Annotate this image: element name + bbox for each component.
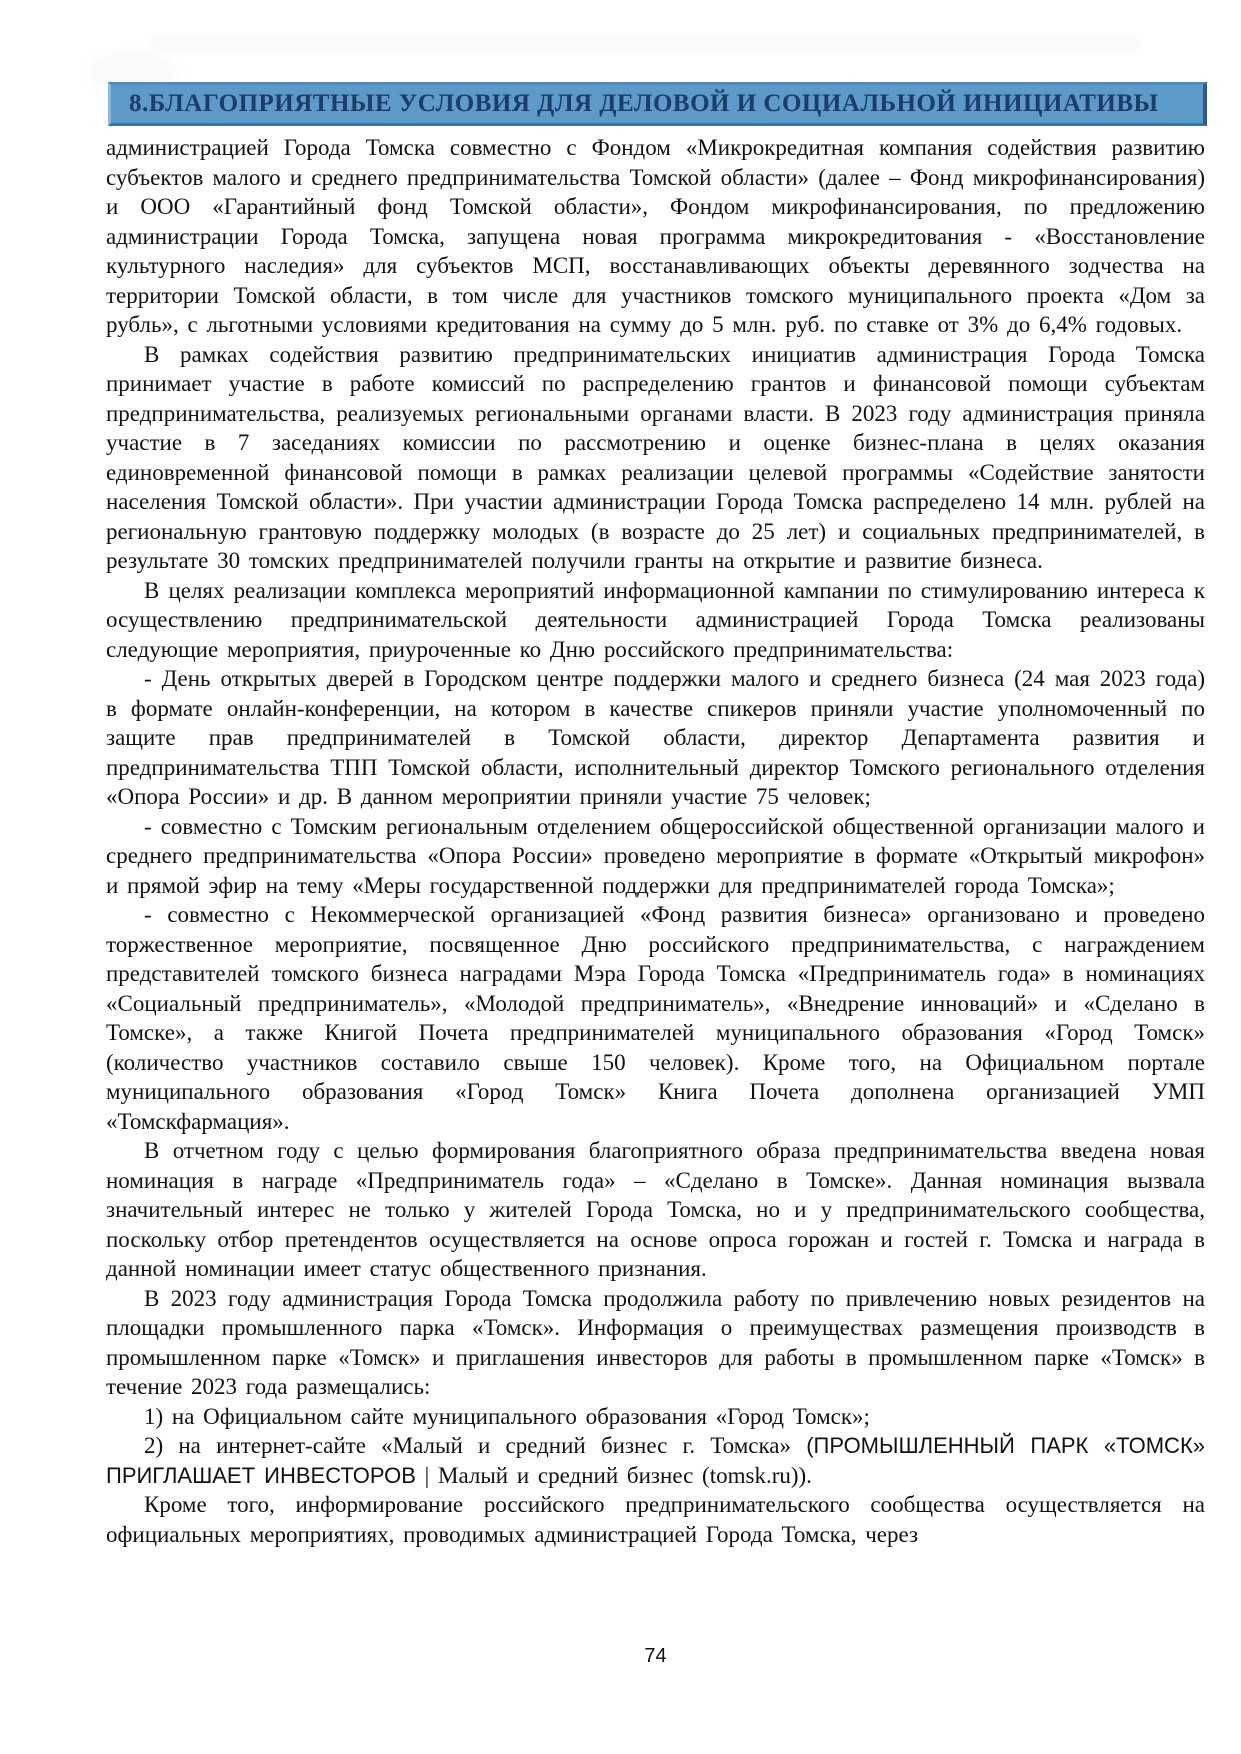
section-header-bar [108, 82, 1207, 126]
document-body [106, 133, 1205, 1549]
industrial-park-link-text: (ПРОМЫШЛЕННЫЙ ПАРК «ТОМСК» ПРИГЛАШАЕТ ИНВЕСТОРОВ [106, 1433, 1205, 1488]
list-item-2-text-tail: | Малый и средний бизнес (tomsk.ru)). [415, 1462, 812, 1488]
body-paragraph-5: - совместно с Томским региональным отделением общероссийской общественной организации малого и среднего предпринимательства «Опора России» проведено мероприятие в формате «Открытый микрофон» и прямой эфир на тему «Меры государственной поддержки для предпринимателей города Томска»; [106, 813, 1205, 898]
scan-artifact-band [150, 36, 1140, 52]
body-paragraph-4: - День открытых дверей в Городском центре поддержки малого и среднего бизнеса (24 мая 2023 года) в формате онлайн-конференции, на котором в качестве спикеров приняли участие уполномоченный по защите прав предпринимателей в Томской области, директор Департамента развития и предпринимательства ТПП Томской области, исполнительный директор Томского регионального отделения «Опора России» и др. В данном мероприятии приняли участие 75 человек; [106, 666, 1205, 809]
body-paragraph-7: В отчетном году с целью формирования благоприятного образа предпринимательства введена новая номинация в награде «Предприниматель года» – «Сделано в Томске». Данная номинация вызвала значительный интерес не только у жителей Города Томска, но и у предпринимательского сообщества, поскольку отбор претендентов осуществляется на основе опроса горожан и гостей г. Томска и награда в данной номинации имеет статус общественного признания. [106, 1138, 1205, 1281]
body-paragraph-8: В 2023 году администрация Города Томска продолжила работу по привлечению новых резидентов на площадки промышленного парка «Томск». Информация о преимуществах размещения производств в промышленном парке «Томск» и приглашения инвесторов для работы в промышленном парке «Томск» в течение 2023 года размещались: [106, 1285, 1205, 1399]
body-paragraph-9: Кроме того, информирование российского предпринимательского сообщества осуществляется на официальных мероприятиях, проводимых администрацией Города Томска, через [106, 1492, 1205, 1547]
body-list-item-1: 1) на Официальном сайте муниципального образования «Город Томск»; [144, 1403, 870, 1429]
body-paragraph-2: В рамках содействия развитию предпринимательских инициатив администрация Города Томска принимает участие в работе комиссий по распределению грантов и финансовой помощи субъектам предпринимательства, реализуемых региональными органами власти. В 2023 году администрация приняла участие в 7 заседаниях комиссии по рассмотрению и оценке бизнес-плана в целях оказания единовременной финансовой помощи в рамках реализации целевой программы «Содействие занятости населения Томской области». При участии администрации Города Томска распределено 14 млн. рублей на региональную грантовую поддержку молодых (в возрасте до 25 лет) и социальных предпринимателей, в результате 30 томских предпринимателей получили гранты на открытие и развитие бизнеса. [106, 341, 1205, 573]
page-number: 74 [644, 1645, 667, 1667]
list-item-2-text: 2) на интернет-сайте «Малый и средний бизнес г. Томска» [144, 1433, 807, 1458]
body-paragraph-6: - совместно с Некоммерческой организацией «Фонд развития бизнеса» организовано и проведено торжественное мероприятие, посвященное Дню российского предпринимательства, с награждением представителей томского бизнеса наградами Мэра Города Томска «Предприниматель года» в номинациях «Социальный предприниматель», «Молодой предприниматель», «Внедрение инноваций» и «Сделано в Томске», а также Книгой Почета предпринимателей муниципального образования «Город Томск» (количество участников составило свыше 150 человек). Кроме того, на Официальном портале муниципального образования «Город Томск» Книга Почета дополнена организацией УМП «Томскфармация». [106, 902, 1205, 1134]
section-title: 8.БЛАГОПРИЯТНЫЕ УСЛОВИЯ ДЛЯ ДЕЛОВОЙ И СОЦИАЛЬНОЙ ИНИЦИАТИВЫ [129, 90, 1159, 117]
body-paragraph-1: администрацией Города Томска совместно с Фондом «Микрокредитная компания содействия развитию субъектов малого и среднего предпринимательства Томской области» (далее – Фонд микрофинансирования) и ООО «Гарантийный фонд Томской области», Фондом микрофинансирования, по предложению администрации Города Томска, запущена новая программа микрокредитования - «Восстановление культурного наследия» для субъектов МСП, восстанавливающих объекты деревянного зодчества на территории Томской области, в том числе для участников томского муниципального проекта «Дом за рубль», с льготными условиями кредитования на сумму до 5 млн. руб. по ставке от 3% до 6,4% годовых. [106, 135, 1205, 337]
body-paragraph-3: В целях реализации комплекса мероприятий информационной кампании по стимулированию интереса к осуществлению предпринимательской деятельности администрацией Города Томска реализованы следующие мероприятия, приуроченные ко Дню российского предпринимательства: [106, 577, 1205, 662]
body-list-item-2 [106, 1431, 1205, 1490]
